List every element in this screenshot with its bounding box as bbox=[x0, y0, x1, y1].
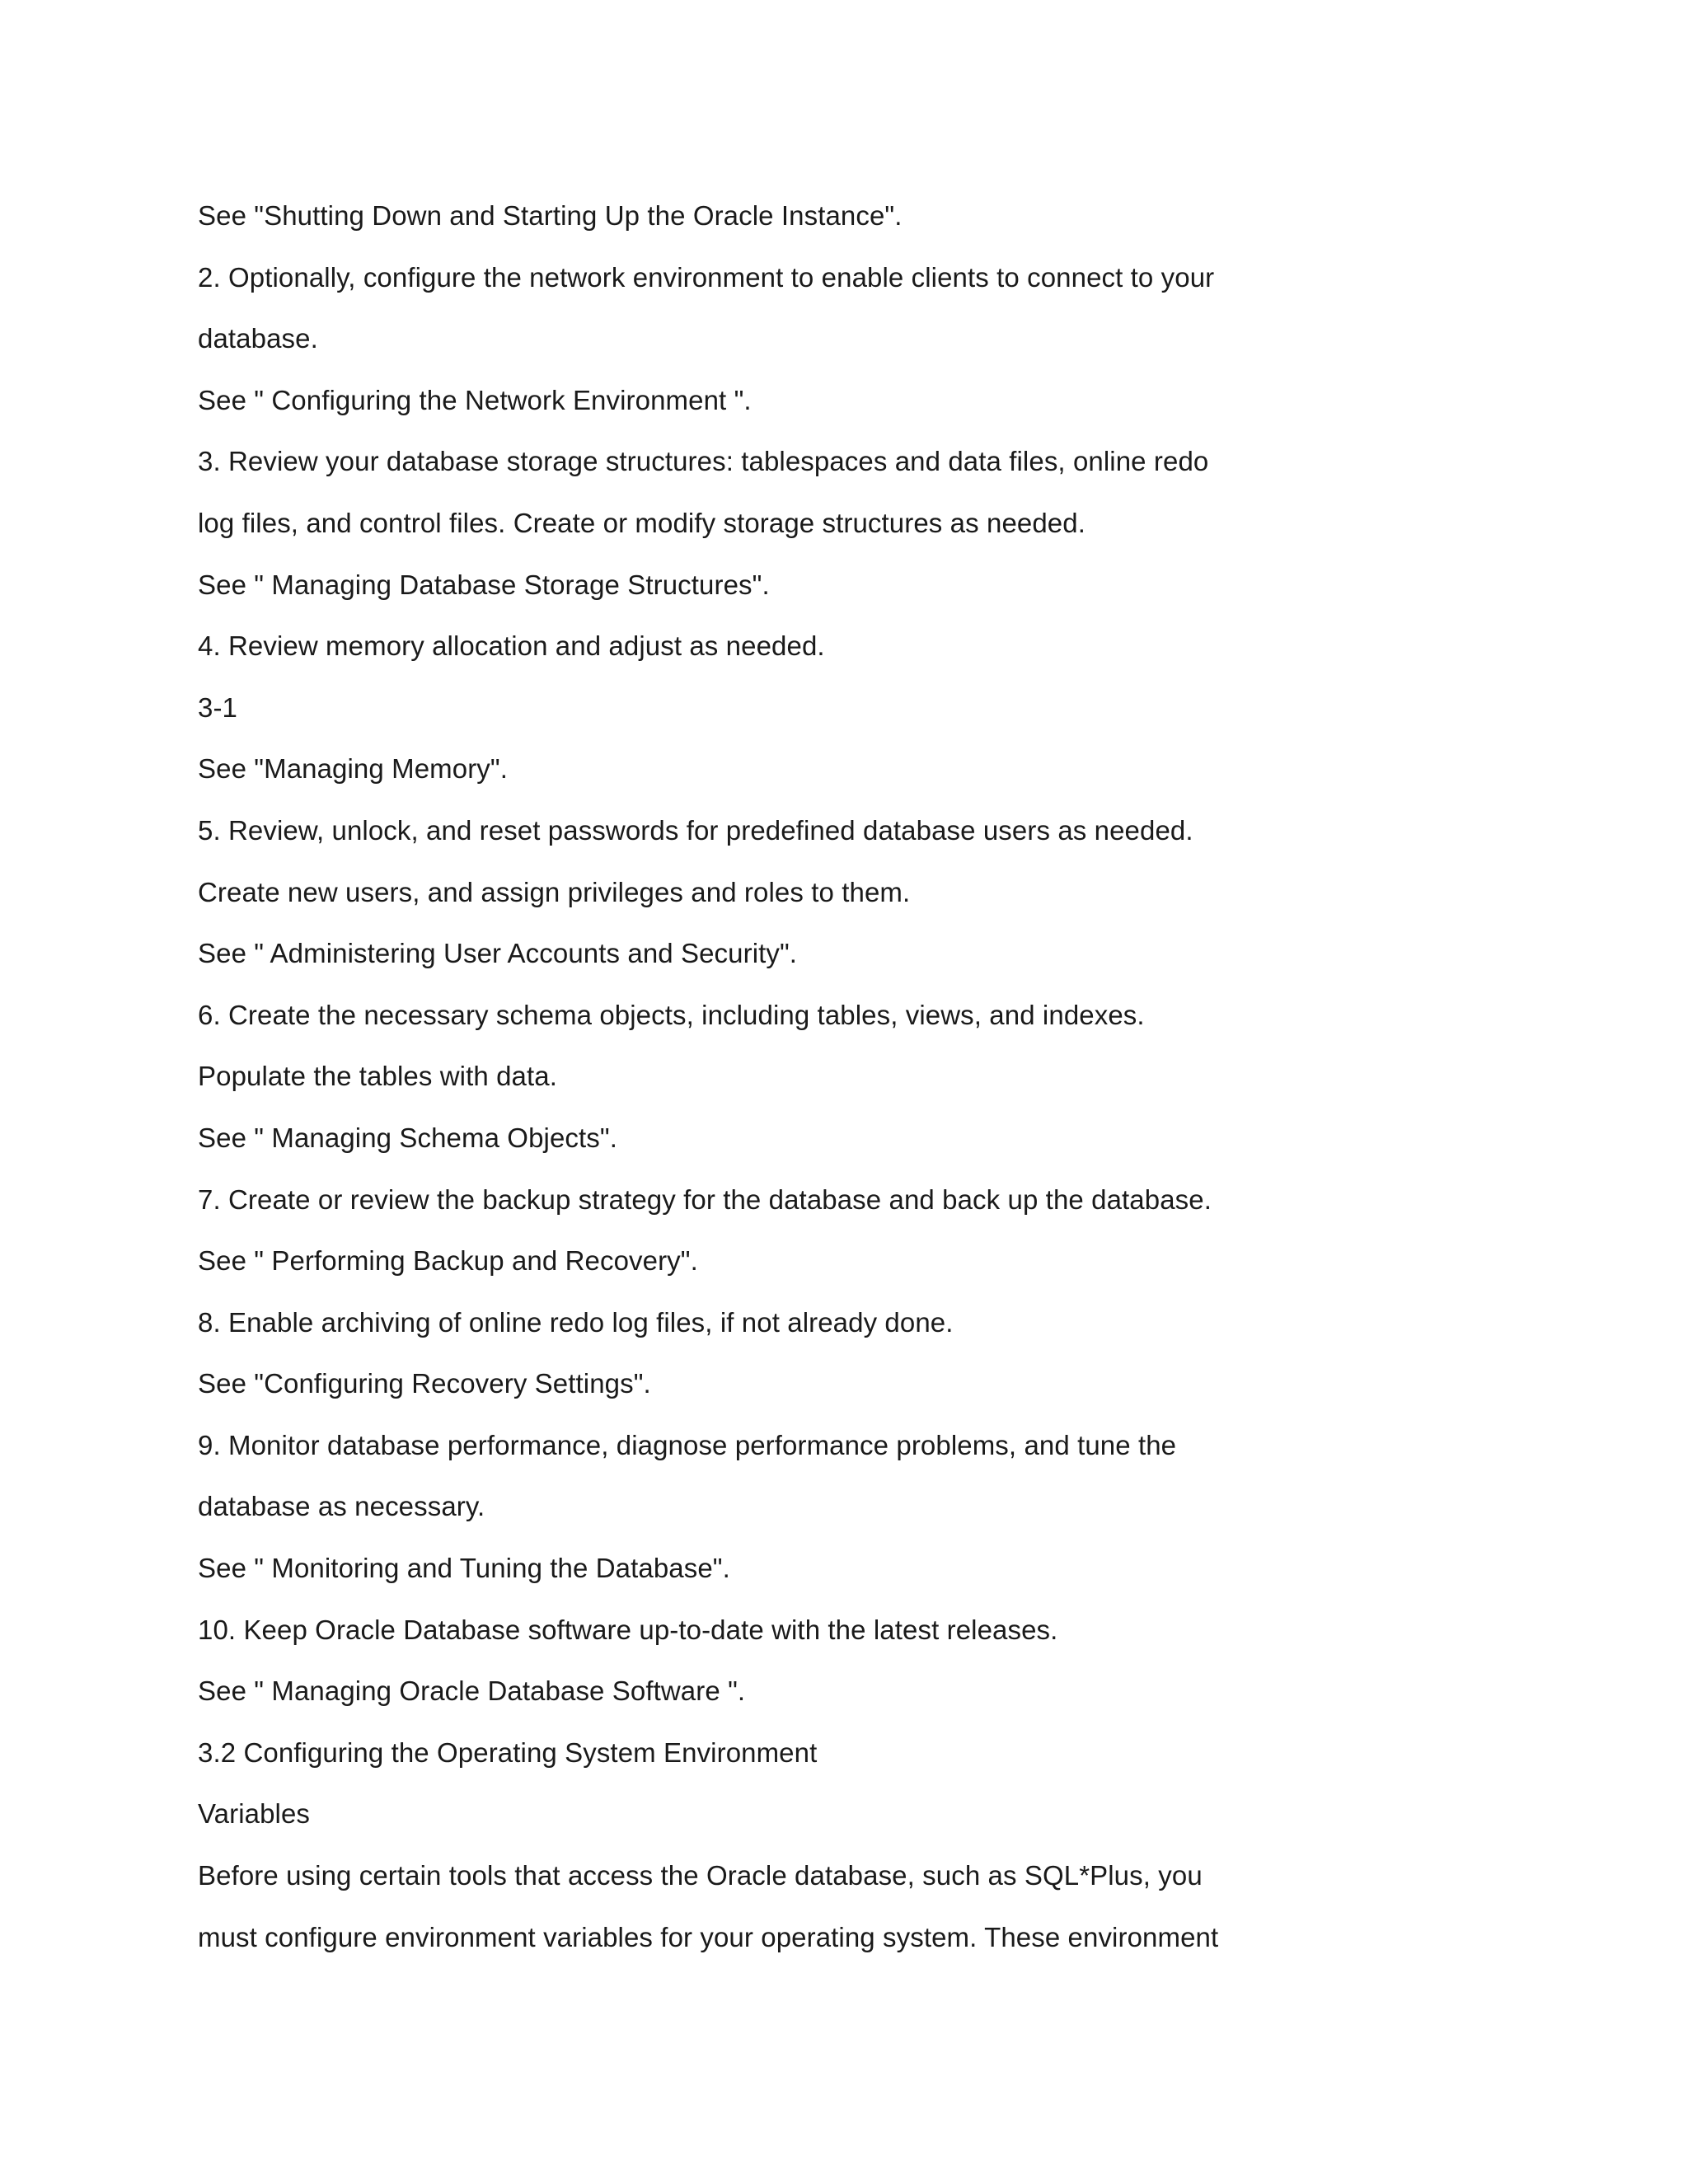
text-line: See "Managing Memory". bbox=[198, 753, 508, 785]
page-number: 3-1 bbox=[198, 691, 237, 723]
text-line: See " Managing Schema Objects". bbox=[198, 1122, 617, 1153]
text-line: Create new users, and assign privileges and roles to them. bbox=[198, 876, 911, 907]
section-heading-continued: Variables bbox=[198, 1798, 311, 1830]
text-line: log files, and control files. Create or modify storage structures as needed. bbox=[198, 507, 1085, 538]
text-line: See " Managing Database Storage Structures". bbox=[198, 569, 770, 600]
text-line: 4. Review memory allocation and adjust as needed. bbox=[198, 630, 825, 662]
text-line: See "Configuring Recovery Settings". bbox=[198, 1368, 651, 1399]
text-line: See " Managing Oracle Database Software ". bbox=[198, 1675, 746, 1707]
text-line: 10. Keep Oracle Database software up-to-date with the latest releases. bbox=[198, 1614, 1058, 1645]
text-line: database as necessary. bbox=[198, 1491, 485, 1522]
text-line: See " Monitoring and Tuning the Database". bbox=[198, 1553, 730, 1584]
text-line: 7. Create or review the backup strategy for the database and back up the database. bbox=[198, 1183, 1212, 1215]
document-body bbox=[198, 194, 1517, 1977]
text-line: 6. Create the necessary schema objects, including tables, views, and indexes. bbox=[198, 999, 1145, 1030]
text-line: must configure environment variables for your operating system. These environment bbox=[198, 1921, 1219, 1952]
text-line: 9. Monitor database performance, diagnose performance problems, and tune the bbox=[198, 1429, 1177, 1460]
text-line: 8. Enable archiving of online redo log files, if not already done. bbox=[198, 1306, 954, 1338]
section-heading: 3.2 Configuring the Operating System Environment bbox=[198, 1736, 818, 1768]
text-line: Populate the tables with data. bbox=[198, 1061, 557, 1092]
text-line: database. bbox=[198, 323, 318, 354]
text-line: 3. Review your database storage structures: tablespaces and data files, online redo bbox=[198, 446, 1209, 477]
text-line: See " Configuring the Network Environment ". bbox=[198, 384, 752, 415]
text-line: 5. Review, unlock, and reset passwords for predefined database users as needed. bbox=[198, 814, 1193, 846]
text-line: 2. Optionally, configure the network environment to enable clients to connect to your bbox=[198, 261, 1215, 293]
text-line: See " Administering User Accounts and Security". bbox=[198, 938, 798, 969]
text-line: Before using certain tools that access the Oracle database, such as SQL*Plus, you bbox=[198, 1860, 1203, 1891]
text-line: See " Performing Backup and Recovery". bbox=[198, 1245, 698, 1277]
text-line: See "Shutting Down and Starting Up the Oracle Instance". bbox=[198, 200, 903, 231]
